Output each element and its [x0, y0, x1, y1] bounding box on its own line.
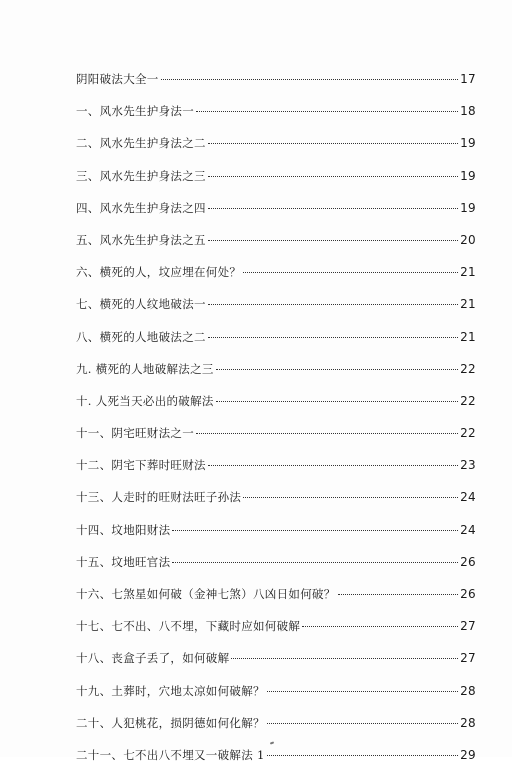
- toc-entry-title: 一、风水先生护身法一: [76, 104, 194, 119]
- toc-entry[interactable]: [76, 489, 476, 521]
- toc-entry[interactable]: [76, 135, 476, 167]
- toc-entry[interactable]: [76, 264, 476, 296]
- toc-dot-leader: [208, 337, 458, 338]
- toc-entry[interactable]: [76, 200, 476, 232]
- toc-entry[interactable]: [76, 425, 476, 457]
- toc-entry-page: 27: [460, 651, 476, 666]
- toc-entry[interactable]: [76, 650, 476, 682]
- toc-entry-page: 28: [460, 683, 476, 698]
- toc-entry[interactable]: [76, 586, 476, 618]
- toc-entry-page: 17: [460, 72, 476, 86]
- toc-entry-page: 21: [460, 329, 476, 344]
- toc-entry[interactable]: [76, 747, 476, 779]
- toc-entry-title: 十二、阴宅下葬时旺财法: [76, 458, 206, 473]
- toc-entry-title: 十四、坟地阳财法: [76, 522, 171, 537]
- toc-dot-leader: [231, 658, 458, 659]
- toc-entry-title: 九. 横死的人地破解法之三: [76, 361, 214, 376]
- toc-entry[interactable]: [76, 329, 476, 361]
- toc-entry-title: 阴阳破法大全一: [76, 72, 159, 86]
- toc-dot-leader: [216, 369, 458, 370]
- toc-entry-title: 八、横死的人地破法之二: [76, 329, 206, 344]
- toc-entry-title: 二、风水先生护身法之二: [76, 136, 206, 151]
- toc-dot-leader: [172, 530, 458, 531]
- toc-entry[interactable]: [76, 71, 476, 103]
- toc-entry-page: 26: [460, 587, 476, 601]
- toc-entry[interactable]: [76, 393, 476, 425]
- toc-entry-page: 22: [460, 393, 476, 408]
- toc-dot-leader: [208, 176, 458, 177]
- toc-dot-leader: [267, 691, 458, 692]
- toc-entry-title: 十七、七不出、八不埋，下藏时应如何破解: [76, 619, 301, 634]
- toc-entry-page: 23: [460, 458, 476, 473]
- toc-dot-leader: [196, 433, 458, 434]
- toc-entry-title: 十八、丧盒子丢了，如何破解: [76, 651, 230, 666]
- toc-entry[interactable]: [76, 715, 476, 747]
- toc-entry-page: 18: [460, 104, 476, 119]
- toc-entry-title: 二十一、七不出八不埋又一破解法 1: [76, 747, 265, 762]
- toc-dot-leader: [208, 465, 458, 466]
- toc-entry[interactable]: [76, 168, 476, 200]
- toc-entry-title: 十六、七煞星如何破（金神七煞）八凶日如何破？: [76, 587, 336, 601]
- toc-entry[interactable]: [76, 522, 476, 554]
- toc-entry-page: 21: [460, 265, 476, 280]
- toc-entry-title: 十. 人死当天必出的破解法: [76, 393, 214, 408]
- toc-dot-leader: [338, 594, 458, 595]
- toc-dot-leader: [196, 111, 458, 112]
- toc-entry-page: 22: [460, 361, 476, 376]
- toc-dot-leader: [208, 240, 458, 241]
- toc-entry-page: 19: [460, 168, 476, 183]
- toc-dot-leader: [216, 401, 458, 402]
- table-of-contents: [76, 71, 476, 779]
- toc-entry-page: 22: [460, 426, 476, 441]
- toc-dot-leader: [161, 79, 458, 80]
- toc-dot-leader: [208, 143, 458, 144]
- toc-dot-leader: [172, 562, 458, 563]
- toc-entry-page: 29: [460, 747, 476, 762]
- toc-entry-page: 28: [460, 715, 476, 730]
- toc-entry-page: 24: [460, 522, 476, 537]
- toc-entry-title: 十五、坟地旺官法: [76, 554, 171, 569]
- toc-dot-leader: [208, 208, 458, 209]
- toc-dot-leader: [243, 497, 458, 498]
- toc-entry-page: 19: [460, 136, 476, 151]
- toc-entry-page: 24: [460, 490, 476, 505]
- toc-entry-title: 六、横死的人，坟应埋在何处？: [76, 265, 242, 280]
- toc-dot-leader: [243, 272, 458, 273]
- toc-entry[interactable]: [76, 232, 476, 264]
- toc-entry-title: 二十、人犯桃花，损阴德如何化解？: [76, 715, 265, 730]
- toc-entry[interactable]: [76, 554, 476, 586]
- toc-entry[interactable]: [76, 361, 476, 393]
- toc-entry-page: 19: [460, 200, 476, 215]
- toc-dot-leader: [267, 723, 458, 724]
- toc-entry[interactable]: [76, 457, 476, 489]
- toc-entry[interactable]: [76, 103, 476, 135]
- toc-entry-title: 七、横死的人纹地破法一: [76, 297, 206, 312]
- toc-dot-leader: [302, 626, 458, 627]
- toc-entry[interactable]: [76, 683, 476, 715]
- toc-entry[interactable]: [76, 296, 476, 328]
- toc-entry-title: 十一、阴宅旺财法之一: [76, 426, 194, 441]
- toc-entry[interactable]: [76, 618, 476, 650]
- toc-entry-title: 四、风水先生护身法之四: [76, 200, 206, 215]
- toc-entry-page: 26: [460, 554, 476, 569]
- toc-entry-page: 27: [460, 619, 476, 634]
- toc-entry-title: 十三、人走时的旺财法旺子孙法: [76, 490, 242, 505]
- toc-entry-title: 十九、土葬时，穴地太凉如何破解？: [76, 683, 265, 698]
- toc-entry-title: 五、风水先生护身法之五: [76, 232, 206, 247]
- toc-entry-page: 20: [460, 232, 476, 247]
- toc-dot-leader: [267, 755, 458, 756]
- toc-entry-title: 三、风水先生护身法之三: [76, 168, 206, 183]
- toc-dot-leader: [208, 304, 458, 305]
- toc-entry-page: 21: [460, 297, 476, 312]
